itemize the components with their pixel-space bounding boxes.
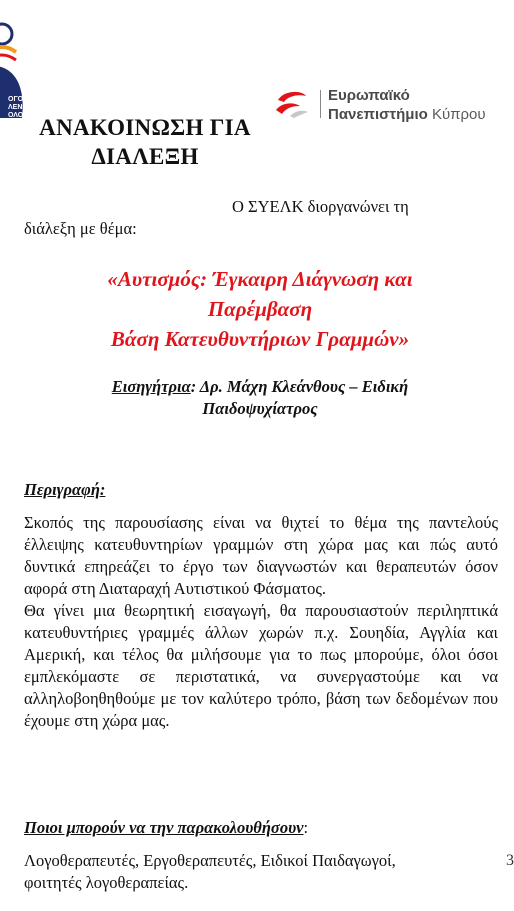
speaker-label: Εισηγήτρια (111, 377, 191, 396)
audience-body (24, 850, 494, 894)
page-edge-number: 3 (506, 852, 514, 869)
announcement-title (0, 113, 290, 171)
title-line1: ΑΝΑΚΟΙΝΩΣΗ ΓΙΑ (39, 115, 251, 140)
logo-divider (320, 90, 321, 118)
audience-line1: Λογοθεραπευτές, Εργοθεραπευτές, Ειδικοί Παιδαγωγοί, (24, 851, 396, 870)
speaker (60, 376, 460, 420)
intro-line1: Ο ΣΥΕΛΚ διοργανώνει τη (232, 197, 409, 216)
lecture-title-line2: Παρέμβαση (207, 297, 313, 321)
description-heading-colon: : (99, 480, 106, 499)
logo-text-2: ΛΕΝΩΝ (8, 104, 34, 111)
intro-line2: διάλεξη με θέμα: (24, 219, 137, 238)
university-name (328, 86, 486, 124)
university-name-line2 (328, 105, 486, 124)
description-body (24, 512, 498, 732)
audience-line2: φοιτητές λογοθεραπείας. (24, 873, 189, 892)
title-line2: ΔΙΑΛΕΞΗ (91, 144, 199, 169)
description-paragraph-2: Θα γίνει μια θεωρητική εισαγωγή, θα παρουσιαστούν περιληπτικά κατευθυντήριες γραμμές άλλων χωρών π.χ. Σουηδία, Αγγλία και Αμερική, και τέλος θα μιλήσουμε για το πως μπορούμε, όλοι όσοι εμπλεκόμαστε σε περιστατικά, να συνεργαστούμε και να αλληλοβοηθηθούμε με τον καλύτερο τρόπο, βάση των δεδομένων που έχουμε στη χώρα μας. (24, 601, 498, 730)
speaker-name: : Δρ. Μάχη Κλεάνθους – Ειδική (190, 377, 409, 396)
university-name-bold: Πανεπιστήμιο (328, 106, 428, 123)
lecture-title-line3: Βάση Κατευθυντήριων Γραμμών» (110, 327, 410, 351)
lecture-title (40, 264, 480, 354)
audience-heading-colon: : (303, 818, 309, 837)
speaker-line2: Παιδοψυχίατρος (202, 399, 318, 418)
speaker-line1 (60, 376, 460, 398)
logo-text-1: ΟΓΟΣ (8, 96, 28, 103)
logo-text-3: ΟΛΟΓΩΝ (8, 112, 39, 119)
description-paragraph-1: Σκοπός της παρουσίασης είναι να θιχτεί το θέμα της παντελούς έλλειψης κατευθυντηρίων γραμμών στη χώρα μας και πώς αυτό δυντικά επηρεάζει το έργο των διαγνωστών και θεραπευτών όσον αφορά στη Διαταραχή Αυτιστικού Φάσματος. (24, 513, 498, 598)
lecture-title-line1: «Αυτισμός: Έγκαιρη Διάγνωση και (107, 267, 413, 291)
university-name-line1: Ευρωπαϊκό (328, 87, 410, 104)
university-logo (272, 86, 502, 126)
university-name-rest: Κύπρου (431, 106, 486, 123)
description-heading-text: Περιγραφή (24, 480, 100, 499)
description-heading (24, 480, 105, 500)
association-logo (0, 22, 46, 122)
audience-heading (24, 818, 308, 838)
audience-heading-text: Ποιοι μπορούν να την παρακολουθήσουν (24, 818, 304, 837)
